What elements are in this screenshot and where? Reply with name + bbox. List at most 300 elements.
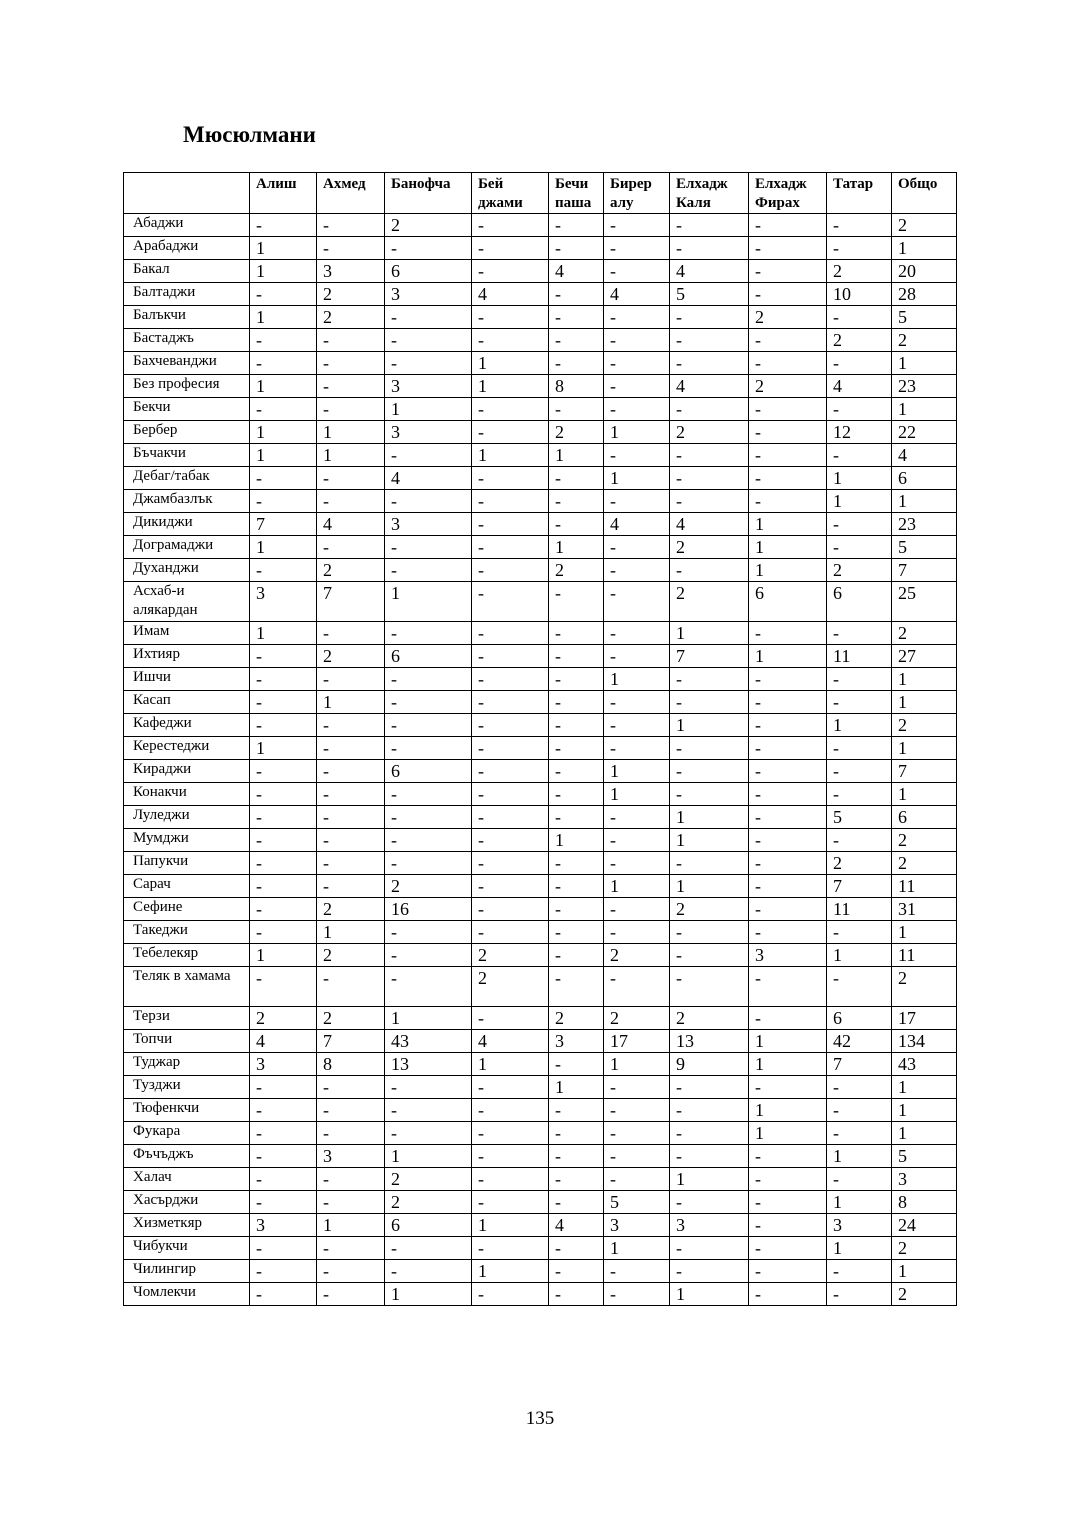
count-cell: 1 xyxy=(749,1122,827,1145)
occupation-cell: Касап xyxy=(124,691,250,714)
count-cell: - xyxy=(317,783,385,806)
count-cell: 1 xyxy=(250,421,317,444)
occupation-cell: Тузджи xyxy=(124,1076,250,1099)
count-cell: - xyxy=(385,944,472,967)
count-cell: 4 xyxy=(827,375,892,398)
count-cell: 2 xyxy=(385,214,472,237)
count-cell: 2 xyxy=(385,1191,472,1214)
count-cell: - xyxy=(549,668,604,691)
count-cell: 1 xyxy=(827,467,892,490)
table-row xyxy=(124,214,957,237)
table-row xyxy=(124,1214,957,1237)
count-cell: - xyxy=(472,490,549,513)
count-cell: - xyxy=(749,1076,827,1099)
count-cell: - xyxy=(604,1076,670,1099)
count-cell: - xyxy=(670,1099,749,1122)
count-cell: - xyxy=(670,921,749,944)
count-cell: 2 xyxy=(317,645,385,668)
table-row xyxy=(124,875,957,898)
count-cell: 3 xyxy=(250,1214,317,1237)
count-cell: 3 xyxy=(250,1053,317,1076)
count-cell: 4 xyxy=(670,513,749,536)
count-cell: 11 xyxy=(827,645,892,668)
count-cell: 3 xyxy=(385,375,472,398)
count-cell: - xyxy=(670,490,749,513)
count-cell: - xyxy=(549,513,604,536)
occupation-cell: Теляк в хамама xyxy=(124,967,250,1007)
count-cell: 3 xyxy=(670,1214,749,1237)
occupation-cell: Конакчи xyxy=(124,783,250,806)
count-cell: - xyxy=(670,783,749,806)
count-cell: 1 xyxy=(827,1237,892,1260)
count-cell: - xyxy=(472,921,549,944)
count-cell: - xyxy=(749,668,827,691)
count-cell: - xyxy=(749,1260,827,1283)
count-cell: - xyxy=(604,622,670,645)
count-cell: 6 xyxy=(892,806,957,829)
count-cell: - xyxy=(827,668,892,691)
table-row xyxy=(124,668,957,691)
count-cell: - xyxy=(385,1076,472,1099)
page-number: 135 xyxy=(525,1408,555,1429)
count-cell: - xyxy=(749,467,827,490)
occupation-cell: Дикиджи xyxy=(124,513,250,536)
table-row xyxy=(124,513,957,536)
count-cell: - xyxy=(827,1168,892,1191)
count-cell: 2 xyxy=(892,714,957,737)
count-cell: - xyxy=(604,1260,670,1283)
count-cell: - xyxy=(827,967,892,1007)
count-cell: 2 xyxy=(892,967,957,1007)
count-cell: - xyxy=(749,352,827,375)
count-cell: - xyxy=(472,714,549,737)
count-cell: - xyxy=(385,622,472,645)
count-cell: - xyxy=(749,398,827,421)
count-cell: - xyxy=(385,852,472,875)
count-cell: - xyxy=(250,352,317,375)
table-row xyxy=(124,714,957,737)
table-row xyxy=(124,490,957,513)
count-cell: - xyxy=(317,1237,385,1260)
header-row xyxy=(124,173,957,214)
count-cell: - xyxy=(317,622,385,645)
count-cell: 4 xyxy=(549,260,604,283)
count-cell: - xyxy=(472,645,549,668)
count-cell: - xyxy=(317,375,385,398)
table-row xyxy=(124,852,957,875)
count-cell: - xyxy=(827,237,892,260)
count-cell: - xyxy=(317,214,385,237)
occupation-cell: Кафеджи xyxy=(124,714,250,737)
count-cell: 43 xyxy=(385,1030,472,1053)
count-cell: 1 xyxy=(749,1030,827,1053)
count-cell: - xyxy=(250,1191,317,1214)
count-cell: - xyxy=(749,760,827,783)
count-cell: - xyxy=(549,490,604,513)
table-row xyxy=(124,582,957,622)
count-cell: 1 xyxy=(827,714,892,737)
count-cell: 2 xyxy=(317,898,385,921)
count-cell: 3 xyxy=(317,260,385,283)
count-cell: 8 xyxy=(317,1053,385,1076)
count-cell: 1 xyxy=(385,1007,472,1030)
count-cell: 13 xyxy=(670,1030,749,1053)
count-cell: 3 xyxy=(749,944,827,967)
count-cell: - xyxy=(670,737,749,760)
occupation-cell: Керестеджи xyxy=(124,737,250,760)
corner-header-cell xyxy=(124,173,250,214)
count-cell: 11 xyxy=(892,875,957,898)
count-cell: 1 xyxy=(749,513,827,536)
count-cell: 2 xyxy=(472,944,549,967)
count-cell: - xyxy=(827,737,892,760)
count-cell: 1 xyxy=(472,1214,549,1237)
count-cell: - xyxy=(549,283,604,306)
count-cell: - xyxy=(604,352,670,375)
count-cell: - xyxy=(472,852,549,875)
count-cell: - xyxy=(549,806,604,829)
count-cell: 7 xyxy=(317,1030,385,1053)
count-cell: 1 xyxy=(749,1053,827,1076)
count-cell: - xyxy=(472,622,549,645)
count-cell: - xyxy=(472,260,549,283)
count-cell: 1 xyxy=(604,1053,670,1076)
count-cell: - xyxy=(670,691,749,714)
occupation-cell: Хасърджи xyxy=(124,1191,250,1214)
count-cell: 23 xyxy=(892,375,957,398)
count-cell: - xyxy=(250,1122,317,1145)
count-cell: 3 xyxy=(385,421,472,444)
count-cell: - xyxy=(317,237,385,260)
count-cell: 1 xyxy=(317,1214,385,1237)
occupation-cell: Балъкчи xyxy=(124,306,250,329)
count-cell: 1 xyxy=(892,237,957,260)
count-cell: 2 xyxy=(892,214,957,237)
table-row xyxy=(124,444,957,467)
count-cell: - xyxy=(317,737,385,760)
count-cell: - xyxy=(827,921,892,944)
count-cell: 11 xyxy=(827,898,892,921)
count-cell: - xyxy=(472,898,549,921)
count-cell: 2 xyxy=(670,536,749,559)
count-cell: 1 xyxy=(604,1237,670,1260)
count-cell: - xyxy=(472,783,549,806)
count-cell: 2 xyxy=(604,944,670,967)
count-cell: 1 xyxy=(472,375,549,398)
count-cell: - xyxy=(670,944,749,967)
count-cell: - xyxy=(317,852,385,875)
count-cell: - xyxy=(385,691,472,714)
count-cell: 1 xyxy=(250,237,317,260)
count-cell: - xyxy=(317,1191,385,1214)
count-cell: 2 xyxy=(317,283,385,306)
occupation-cell: Чилингир xyxy=(124,1260,250,1283)
count-cell: 3 xyxy=(827,1214,892,1237)
count-cell: - xyxy=(472,513,549,536)
count-cell: - xyxy=(670,559,749,582)
count-cell: 3 xyxy=(549,1030,604,1053)
count-cell: - xyxy=(472,668,549,691)
count-cell: - xyxy=(472,237,549,260)
count-cell: - xyxy=(827,444,892,467)
count-cell: - xyxy=(549,467,604,490)
count-cell: - xyxy=(670,1122,749,1145)
occupation-cell: Бакал xyxy=(124,260,250,283)
count-cell: 2 xyxy=(670,421,749,444)
count-cell: 6 xyxy=(827,1007,892,1030)
count-cell: - xyxy=(670,467,749,490)
count-cell: - xyxy=(250,559,317,582)
table-row xyxy=(124,559,957,582)
count-cell: 31 xyxy=(892,898,957,921)
count-cell: - xyxy=(250,214,317,237)
count-cell: - xyxy=(385,490,472,513)
count-cell: 4 xyxy=(670,260,749,283)
count-cell: - xyxy=(472,829,549,852)
count-cell: 17 xyxy=(892,1007,957,1030)
count-cell: - xyxy=(472,1237,549,1260)
table-row xyxy=(124,283,957,306)
count-cell: - xyxy=(604,898,670,921)
count-cell: - xyxy=(827,1260,892,1283)
count-cell: 134 xyxy=(892,1030,957,1053)
count-cell: 10 xyxy=(827,283,892,306)
count-cell: 1 xyxy=(250,737,317,760)
count-cell: 2 xyxy=(385,875,472,898)
count-cell: 4 xyxy=(670,375,749,398)
count-cell: 4 xyxy=(472,283,549,306)
column-header: Ахмед xyxy=(317,173,385,214)
count-cell: - xyxy=(385,306,472,329)
count-cell: - xyxy=(472,1099,549,1122)
count-cell: - xyxy=(604,260,670,283)
count-cell: - xyxy=(749,1007,827,1030)
count-cell: 4 xyxy=(385,467,472,490)
count-cell: - xyxy=(749,829,827,852)
occupation-cell: Топчи xyxy=(124,1030,250,1053)
count-cell: - xyxy=(749,329,827,352)
count-cell: - xyxy=(385,714,472,737)
count-cell: - xyxy=(317,760,385,783)
table-row xyxy=(124,352,957,375)
count-cell: 1 xyxy=(892,1122,957,1145)
count-cell: 2 xyxy=(250,1007,317,1030)
count-cell: - xyxy=(670,1076,749,1099)
count-cell: - xyxy=(250,875,317,898)
count-cell: 7 xyxy=(250,513,317,536)
count-cell: 22 xyxy=(892,421,957,444)
count-cell: 2 xyxy=(317,944,385,967)
count-cell: 7 xyxy=(827,875,892,898)
count-cell: 1 xyxy=(317,444,385,467)
table-row xyxy=(124,398,957,421)
count-cell: - xyxy=(250,1260,317,1283)
occupation-cell: Арабаджи xyxy=(124,237,250,260)
count-cell: 1 xyxy=(317,921,385,944)
count-cell: - xyxy=(749,921,827,944)
count-cell: 1 xyxy=(385,398,472,421)
column-header: Общо xyxy=(892,173,957,214)
count-cell: - xyxy=(317,352,385,375)
count-cell: - xyxy=(604,444,670,467)
count-cell: - xyxy=(472,582,549,622)
count-cell: 4 xyxy=(549,1214,604,1237)
occupation-cell: Мумджи xyxy=(124,829,250,852)
count-cell: - xyxy=(670,306,749,329)
count-cell: 1 xyxy=(385,1145,472,1168)
count-cell: - xyxy=(749,875,827,898)
table-row xyxy=(124,921,957,944)
count-cell: - xyxy=(549,645,604,668)
count-cell: 6 xyxy=(892,467,957,490)
count-cell: 1 xyxy=(317,421,385,444)
count-cell: 5 xyxy=(827,806,892,829)
count-cell: - xyxy=(749,214,827,237)
count-cell: 2 xyxy=(385,1168,472,1191)
count-cell: - xyxy=(604,645,670,668)
count-cell: 24 xyxy=(892,1214,957,1237)
occupation-cell: Духанджи xyxy=(124,559,250,582)
count-cell: - xyxy=(250,760,317,783)
count-cell: 2 xyxy=(892,622,957,645)
count-cell: 1 xyxy=(827,944,892,967)
count-cell: - xyxy=(549,306,604,329)
count-cell: 2 xyxy=(892,1237,957,1260)
count-cell: 6 xyxy=(749,582,827,622)
table-row xyxy=(124,421,957,444)
count-cell: - xyxy=(604,398,670,421)
count-cell: - xyxy=(549,898,604,921)
count-cell: - xyxy=(317,714,385,737)
count-cell: - xyxy=(827,783,892,806)
table-row xyxy=(124,1237,957,1260)
count-cell: - xyxy=(472,398,549,421)
count-cell: - xyxy=(317,490,385,513)
occupation-cell: Без професия xyxy=(124,375,250,398)
count-cell: - xyxy=(549,1145,604,1168)
count-cell: 1 xyxy=(892,490,957,513)
count-cell: - xyxy=(749,806,827,829)
count-cell: - xyxy=(670,398,749,421)
count-cell: - xyxy=(385,559,472,582)
count-cell: - xyxy=(827,1076,892,1099)
count-cell: - xyxy=(670,668,749,691)
column-header: Бей джами xyxy=(472,173,549,214)
count-cell: - xyxy=(749,237,827,260)
count-cell: 1 xyxy=(892,1099,957,1122)
count-cell: 1 xyxy=(827,1145,892,1168)
count-cell: - xyxy=(749,898,827,921)
count-cell: - xyxy=(317,1099,385,1122)
table-row xyxy=(124,898,957,921)
count-cell: 1 xyxy=(250,260,317,283)
count-cell: - xyxy=(549,737,604,760)
occupation-cell: Джамбазлък xyxy=(124,490,250,513)
count-cell: - xyxy=(317,875,385,898)
count-cell: 5 xyxy=(892,306,957,329)
count-cell: - xyxy=(604,536,670,559)
occupation-cell: Абаджи xyxy=(124,214,250,237)
count-cell: - xyxy=(604,829,670,852)
occupation-cell: Такеджи xyxy=(124,921,250,944)
count-cell: - xyxy=(472,1191,549,1214)
count-cell: - xyxy=(749,852,827,875)
count-cell: - xyxy=(250,783,317,806)
count-cell: 8 xyxy=(549,375,604,398)
count-cell: - xyxy=(385,1122,472,1145)
count-cell: - xyxy=(549,1122,604,1145)
count-cell: - xyxy=(827,398,892,421)
count-cell: - xyxy=(604,1168,670,1191)
count-cell: 4 xyxy=(250,1030,317,1053)
count-cell: 1 xyxy=(749,645,827,668)
count-cell: - xyxy=(749,1145,827,1168)
count-cell: 1 xyxy=(604,668,670,691)
count-cell: 2 xyxy=(472,967,549,1007)
count-cell: 1 xyxy=(892,691,957,714)
count-cell: - xyxy=(604,559,670,582)
count-cell: - xyxy=(604,329,670,352)
count-cell: - xyxy=(549,1168,604,1191)
count-cell: 1 xyxy=(472,1053,549,1076)
count-cell: - xyxy=(827,536,892,559)
count-cell: - xyxy=(549,1260,604,1283)
count-cell: - xyxy=(827,829,892,852)
table-row xyxy=(124,1145,957,1168)
count-cell: - xyxy=(317,967,385,1007)
count-cell: - xyxy=(317,467,385,490)
count-cell: - xyxy=(250,398,317,421)
count-cell: - xyxy=(385,329,472,352)
count-cell: 2 xyxy=(749,306,827,329)
table-row xyxy=(124,329,957,352)
count-cell: - xyxy=(604,490,670,513)
table-row xyxy=(124,260,957,283)
count-cell: 1 xyxy=(385,582,472,622)
count-cell: - xyxy=(250,668,317,691)
count-cell: - xyxy=(604,306,670,329)
count-cell: - xyxy=(670,237,749,260)
count-cell: - xyxy=(749,1237,827,1260)
count-cell: - xyxy=(549,691,604,714)
count-cell: 4 xyxy=(317,513,385,536)
occupation-cell: Бахчеванджи xyxy=(124,352,250,375)
count-cell: - xyxy=(549,875,604,898)
count-cell: - xyxy=(670,852,749,875)
count-cell: - xyxy=(385,668,472,691)
count-cell: - xyxy=(317,1260,385,1283)
count-cell: - xyxy=(250,714,317,737)
count-cell: - xyxy=(827,1122,892,1145)
table-row xyxy=(124,536,957,559)
table-row xyxy=(124,944,957,967)
count-cell: - xyxy=(250,1168,317,1191)
occupation-cell: Хизметкяр xyxy=(124,1214,250,1237)
count-cell: - xyxy=(250,467,317,490)
occupation-cell: Сефине xyxy=(124,898,250,921)
count-cell: - xyxy=(827,1099,892,1122)
count-cell: - xyxy=(549,237,604,260)
count-cell: - xyxy=(604,691,670,714)
table-row xyxy=(124,760,957,783)
occupation-cell: Луледжи xyxy=(124,806,250,829)
count-cell: - xyxy=(604,852,670,875)
count-cell: - xyxy=(604,582,670,622)
count-cell: - xyxy=(827,306,892,329)
count-cell: - xyxy=(604,714,670,737)
count-cell: - xyxy=(749,283,827,306)
occupation-cell: Чомлекчи xyxy=(124,1283,250,1306)
